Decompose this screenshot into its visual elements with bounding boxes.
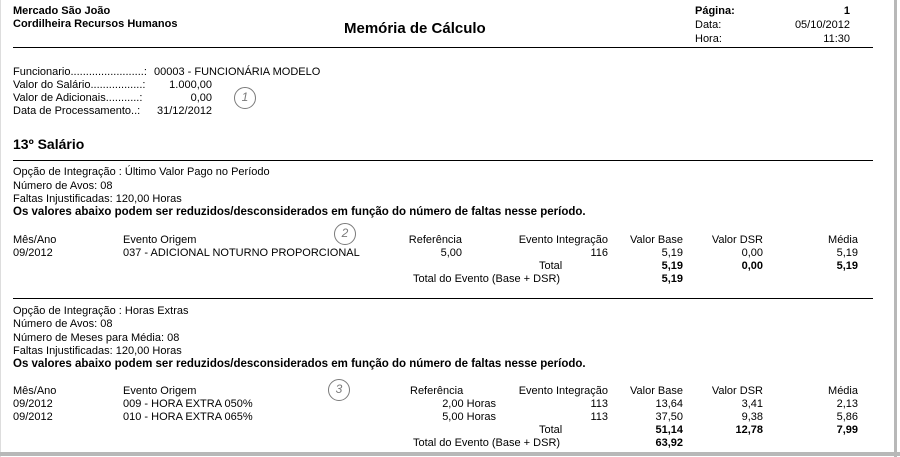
block2-warning: Os valores abaixo podem ser reduzidos/desconsiderados em função do número de faltas nesse período. [13,358,586,370]
callout-2-icon: 2 [334,223,356,245]
block1-total-evento-value: 5,19 [661,273,683,285]
block2-integracao: Opção de Integração : Horas Extras [13,305,189,317]
processamento-value: 31/12/2012 [157,105,213,117]
block2-total-evento-label: Total do Evento (Base + DSR) [413,437,561,449]
col-dsr: Valor DSR [711,385,763,397]
table-cell-integracao: 113 [590,411,608,423]
block1-avos: Número de Avos: 08 [13,180,113,192]
company-subtitle: Cordilheira Recursos Humanos [13,18,178,30]
table-cell-media: 5,19 [836,247,858,259]
col-referencia: Referência [410,385,464,397]
col-integracao: Evento Integração [518,234,608,246]
col-dsr: Valor DSR [711,234,763,246]
block1-warning: Os valores abaixo podem ser reduzidos/desconsiderados em função do número de faltas nesse período. [13,206,586,218]
col-mes: Mês/Ano [13,234,57,246]
block2-faltas: Faltas Injustificadas: 120,00 Horas [13,345,182,357]
table-cell-referencia: 5,00 Horas [442,411,496,423]
header-divider [13,47,873,48]
block1-integracao: Opção de Integração : Último Valor Pago no Período [13,166,270,178]
col-mes: Mês/Ano [13,385,57,397]
section-divider-2 [13,298,873,299]
block2-total-evento-value: 63,92 [655,437,683,449]
table-cell-dsr: 3,41 [741,398,763,410]
block2-meses-media: Número de Meses para Média: 08 [13,332,180,344]
callout-1-icon: 1 [234,87,256,109]
table-cell-base: 13,64 [655,398,683,410]
table-cell-evento: 037 - ADICIONAL NOTURNO PROPORCIONAL [123,247,360,259]
table-cell-integracao: 116 [590,247,608,259]
col-media: Média [828,385,858,397]
adicionais-label: Valor de Adicionais...........: [13,92,143,104]
salario-value: 1.000,00 [169,79,212,91]
page-value: 1 [843,5,850,17]
table-cell-evento: 009 - HORA EXTRA 050% [123,398,253,410]
table-cell-mes: 09/2012 [13,398,53,410]
frame-left [0,0,1,457]
table-cell-mes: 09/2012 [13,411,53,423]
table-cell-integracao: 113 [590,398,608,410]
page-label: Página: [695,5,735,17]
date-value: 05/10/2012 [794,19,850,31]
block1-total-base: 5,19 [661,260,683,272]
block1-total-dsr: 0,00 [741,260,763,272]
block1-total-evento-label: Total do Evento (Base + DSR) [413,273,561,285]
table-cell-base: 5,19 [661,247,683,259]
adicionais-value: 0,00 [190,92,212,104]
col-integracao: Evento Integração [518,385,608,397]
block2-total-label: Total [539,424,563,436]
report-title: Memória de Cálculo [344,20,486,37]
callout-3-icon: 3 [328,379,350,401]
salario-label: Valor do Salário.................: [13,79,146,91]
table-cell-media: 2,13 [836,398,858,410]
date-label: Data: [695,19,722,31]
table-cell-referencia: 5,00 [440,247,462,259]
col-evento: Evento Origem [123,234,197,246]
funcionario-label: Funcionario........................: [13,66,147,78]
processamento-label: Data de Processamento..: [13,105,141,117]
col-media: Média [828,234,858,246]
table-cell-mes: 09/2012 [13,247,53,259]
section-title: 13º Salário [13,136,85,152]
block1-faltas: Faltas Injustificadas: 120,00 Horas [13,193,182,205]
col-base: Valor Base [630,234,683,246]
company-name: Mercado São João [13,5,111,17]
col-evento: Evento Origem [123,385,197,397]
table-cell-referencia: 2,00 Horas [442,398,496,410]
frame-bottom-shadow [0,452,900,456]
section-divider-1 [13,160,873,161]
block1-total-media: 5,19 [836,260,858,272]
col-base: Valor Base [630,385,683,397]
funcionario-value: 00003 - FUNCIONÁRIA MODELO [154,66,321,78]
time-label: Hora: [695,33,722,45]
col-referencia: Referência [408,234,462,246]
frame-right-shadow [894,0,897,457]
table-cell-dsr: 9,38 [741,411,763,423]
block2-total-dsr: 12,78 [735,424,763,436]
block1-total-label: Total [539,260,563,272]
block2-avos: Número de Avos: 08 [13,318,113,330]
table-cell-evento: 010 - HORA EXTRA 065% [123,411,253,423]
block2-total-media: 7,99 [836,424,858,436]
time-value: 11:30 [823,33,850,45]
table-cell-base: 37,50 [655,411,683,423]
table-cell-media: 5,86 [836,411,858,423]
table-cell-dsr: 0,00 [741,247,763,259]
block2-total-base: 51,14 [655,424,683,436]
